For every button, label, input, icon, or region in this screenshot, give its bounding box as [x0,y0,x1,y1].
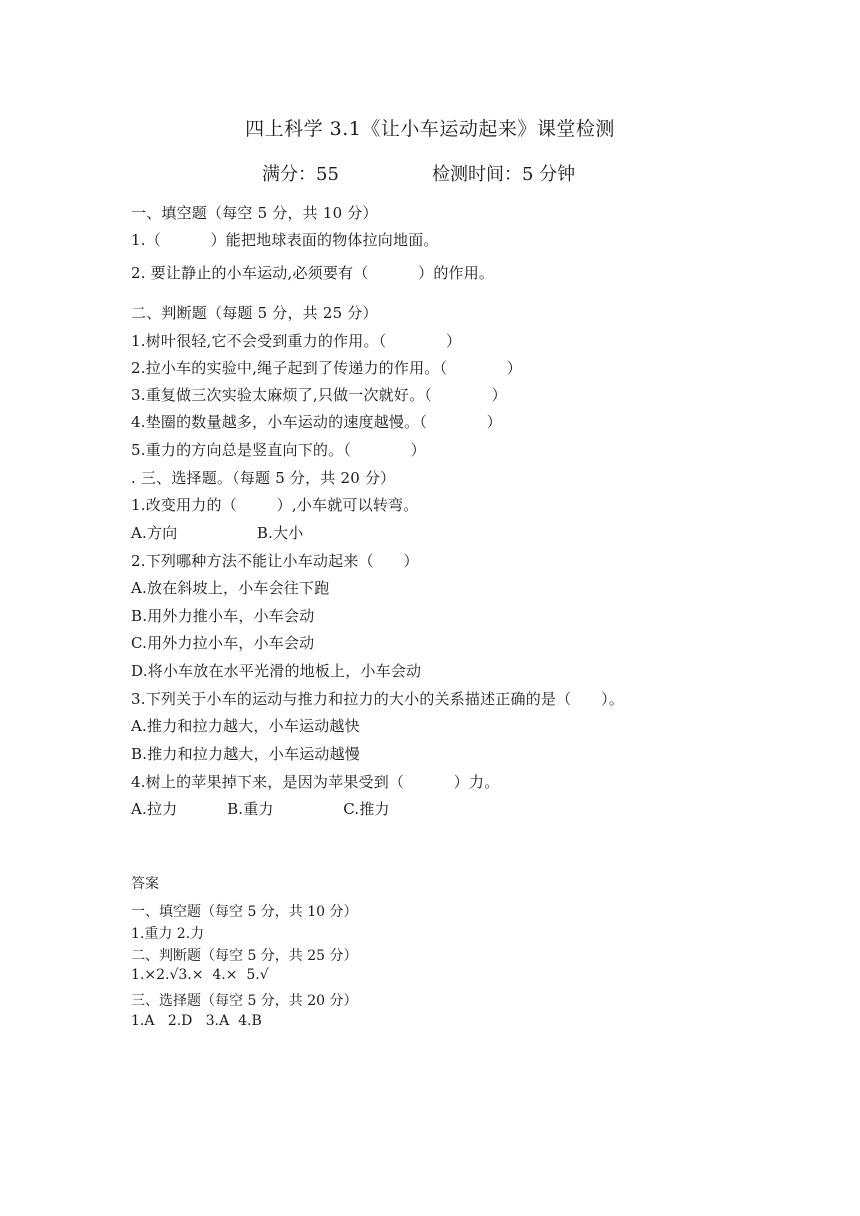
question-line: 2. 要让静止的小车运动,必须要有（ ）的作用。 [131,264,495,282]
question-line: 4.树上的苹果掉下来，是因为苹果受到（ ）力。 [131,773,500,791]
question-line: 4.垫圈的数量越多，小车运动的速度越慢。（ ） [131,413,502,431]
total-score: 满分：55 [262,164,339,185]
question-line: 3.下列关于小车的运动与推力和拉力的大小的关系描述正确的是（ ）。 [131,690,625,708]
option-line: D.将小车放在水平光滑的地板上，小车会动 [131,662,422,680]
question-line: 3.重复做三次实验太麻烦了,只做一次就好。（ ） [131,386,507,404]
section-fill-blank-heading: 一、填空题（每空 5 分，共 10 分） [131,204,378,222]
answer-line: 1.重力 2.力 [131,926,205,942]
option-line: A.方向 B.大小 [131,524,304,542]
question-line: 1.改变用力的（ ）,小车就可以转弯。 [131,496,419,514]
option-line: B.用外力推小车，小车会动 [131,607,315,625]
answers-heading: 答案 [131,876,159,892]
question-line: 2.拉小车的实验中,绳子起到了传递力的作用。（ ） [131,359,522,377]
page-title: 四上科学 3.1《让小车运动起来》课堂检测 [245,118,615,140]
option-line: A.拉力 B.重力 C.推力 [131,800,390,818]
answer-line: 一、填空题（每空 5 分，共 10 分） [131,904,358,920]
section-true-false-heading: 二、判断题（每题 5 分，共 25 分） [131,304,378,322]
option-line: B.推力和拉力越大，小车运动越慢 [131,745,360,763]
answer-line: 1.A 2.D 3.A 4.B [131,1013,262,1029]
test-duration: 检测时间：5 分钟 [432,164,576,185]
question-line: 2.下列哪种方法不能让小车动起来（ ） [131,552,419,570]
answer-line: 二、判断题（每空 5 分，共 25 分） [131,948,358,964]
option-line: C.用外力拉小车，小车会动 [131,634,315,652]
question-line: 1.（ ）能把地球表面的物体拉向地面。 [131,231,439,249]
option-line: A.放在斜坡上，小车会往下跑 [131,579,330,597]
section-choice-heading: . 三、选择题。（每题 5 分，共 20 分） [131,469,396,487]
answer-line: 三、选择题（每空 5 分，共 20 分） [131,993,358,1009]
question-line: 5.重力的方向总是竖直向下的。（ ） [131,441,426,459]
answer-line: 1.×2.√3.× 4.× 5.√ [131,967,269,983]
question-line: 1.树叶很轻,它不会受到重力的作用。（ ） [131,332,462,350]
option-line: A.推力和拉力越大，小车运动越快 [131,717,360,735]
